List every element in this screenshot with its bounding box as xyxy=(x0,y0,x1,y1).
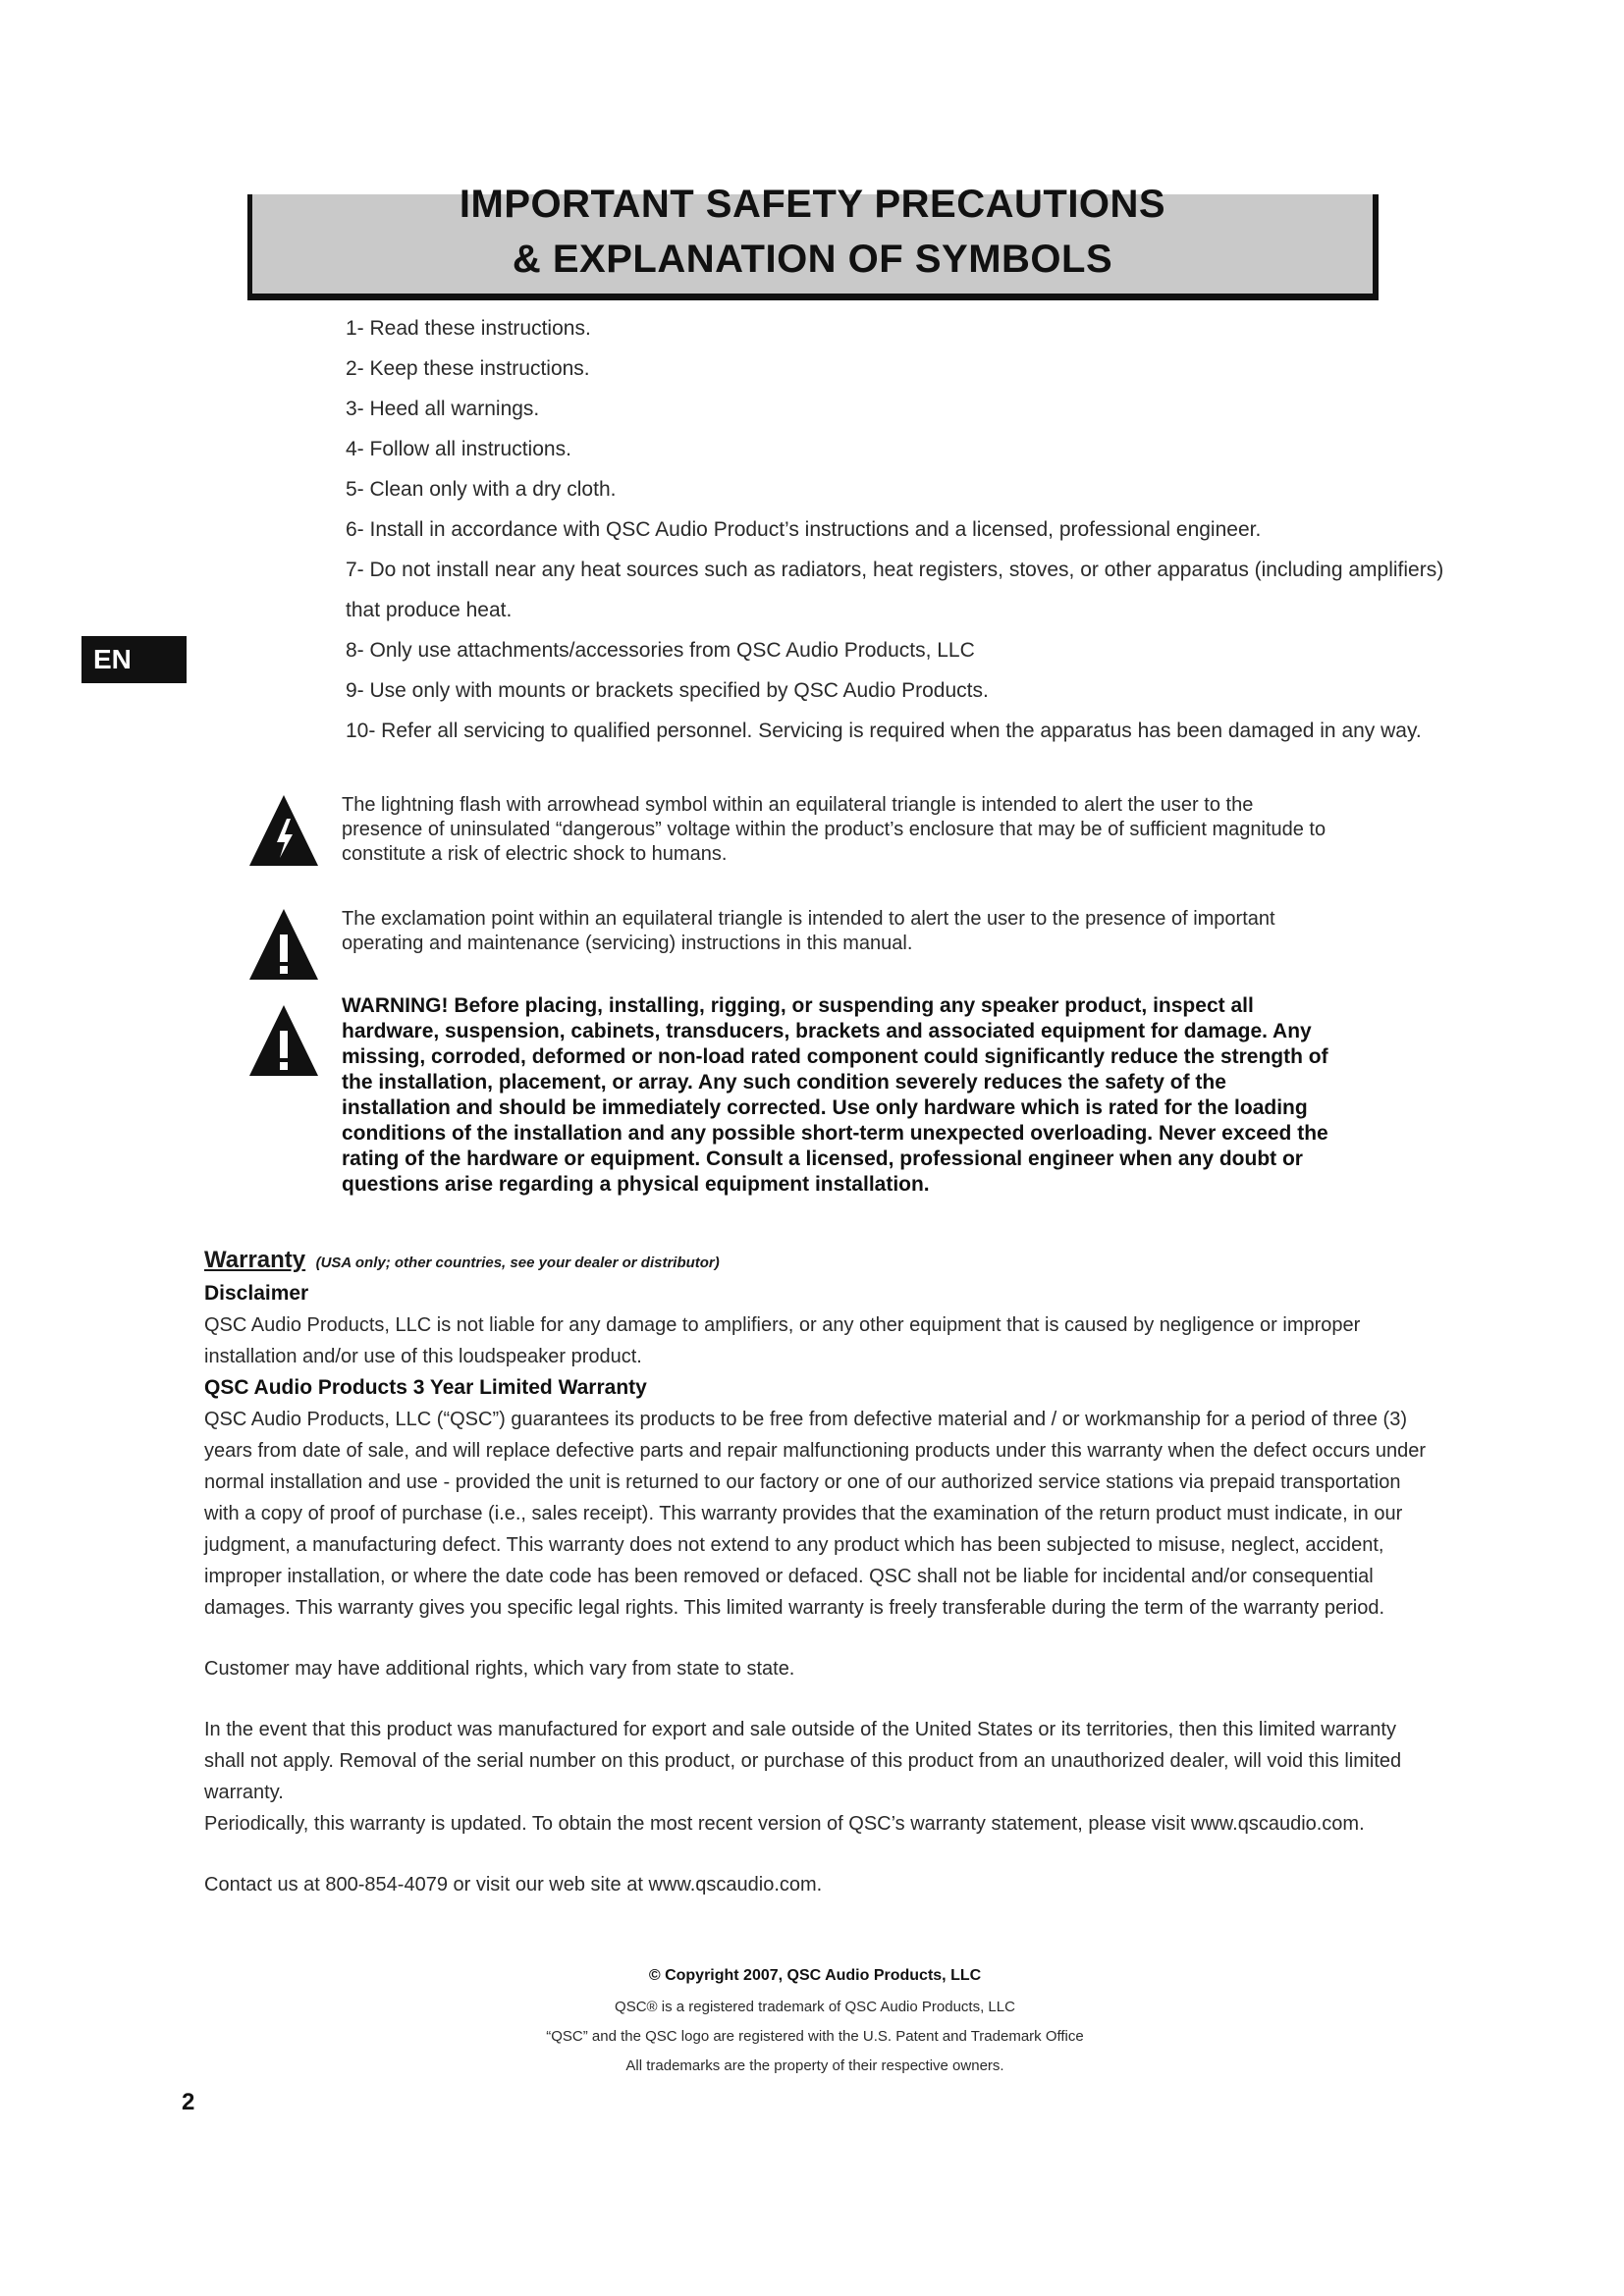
instruction-item: 4- Follow all instructions. xyxy=(346,438,571,460)
instruction-item-continued: that produce heat. xyxy=(346,599,513,621)
instruction-item: 8- Only use attachments/accessories from QSC Audio Products, LLC xyxy=(346,639,975,662)
trademark-line: QSC® is a registered trademark of QSC Audio Products, LLC xyxy=(615,1999,1015,2015)
exclamation-warning-icon xyxy=(247,1003,320,1078)
exclamation-symbol-text: The exclamation point within an equilateral triangle is intended to alert the user to the presence of important operating and maintenance (servicing) instructions in this manual. xyxy=(342,908,1275,954)
page-title-line-2: & EXPLANATION OF SYMBOLS xyxy=(512,238,1113,281)
limited-warranty-text: QSC Audio Products, LLC (“QSC”) guarantees its products to be free from defective material and / or workmanship for a period of three (3) years from date of sale, and will replace defective parts and repair malfunctioning products under this warranty when the defect occurs under normal installation and use - provided the unit is returned to our factory or one of our authorized service stations via prepaid transportation with a copy of proof of purchase (i.e., sales receipt). This warranty provides that the examination of the return product must indicate, in our judgment, a manufacturing defect. This warranty does not extend to any product which has been subjected to misuse, neglect, accident, improper installation, or where the date code has been removed or defaced. QSC shall not be liable for incidental and/or consequential damages. This warranty gives you specific legal rights. This limited warranty is freely transferable during the term of the warranty period. xyxy=(204,1409,1426,1619)
disclaimer-title: Disclaimer xyxy=(204,1282,309,1305)
safety-instructions-list xyxy=(346,308,1455,751)
trademark-line: “QSC” and the QSC logo are registered with the U.S. Patent and Trademark Office xyxy=(546,2028,1084,2045)
lightning-symbol-text: The lightning flash with arrowhead symbol within an equilateral triangle is intended to alert the user to the presence of uninsulated “dangerous” voltage within the product’s enclosure that may be of sufficient magnitude to constitute a risk of electric shock to humans. xyxy=(342,794,1326,865)
disclaimer-text: QSC Audio Products, LLC is not liable for any damage to amplifiers, or any other equipment that is caused by negligence or improper installation and/or use of this loudspeaker product. xyxy=(204,1314,1361,1367)
exclamation-symbol-row xyxy=(247,907,1377,982)
copyright-line: © Copyright 2007, QSC Audio Products, LLC xyxy=(648,1967,982,1984)
warranty-section xyxy=(204,1247,1432,1900)
warning-symbol-row xyxy=(247,993,1377,1200)
periodic-update-text: Periodically, this warranty is updated. To obtain the most recent version of QSC’s warranty statement, please visit www.qscaudio.com. xyxy=(204,1813,1365,1835)
instruction-item: 3- Heed all warnings. xyxy=(346,398,540,420)
instruction-item: 9- Use only with mounts or brackets specified by QSC Audio Products. xyxy=(346,679,989,702)
copyright-footer xyxy=(196,1959,1434,2081)
warranty-note: (USA only; other countries, see your dealer or distributor) xyxy=(315,1255,720,1271)
instruction-item: 1- Read these instructions. xyxy=(346,317,591,340)
instruction-item: 5- Clean only with a dry cloth. xyxy=(346,478,617,501)
page-number: 2 xyxy=(182,2089,195,2115)
page-title-line-1: IMPORTANT SAFETY PRECAUTIONS xyxy=(459,183,1166,226)
page-title-box xyxy=(247,183,1379,300)
instruction-item: 7- Do not install near any heat sources such as radiators, heat registers, stoves, or other apparatus (including amplifiers) xyxy=(346,559,1444,581)
state-rights-text: Customer may have additional rights, which vary from state to state. xyxy=(204,1658,795,1680)
language-tab: EN xyxy=(81,636,187,683)
lightning-symbol-row xyxy=(247,793,1377,881)
limited-warranty-title: QSC Audio Products 3 Year Limited Warranty xyxy=(204,1376,647,1399)
exclamation-warning-icon xyxy=(247,907,320,982)
contact-text: Contact us at 800-854-4079 or visit our web site at www.qscaudio.com. xyxy=(204,1874,823,1896)
lightning-warning-icon xyxy=(247,793,320,868)
instruction-item: 10- Refer all servicing to qualified personnel. Servicing is required when the apparatus has been damaged in any way. xyxy=(346,720,1422,742)
instruction-item: 6- Install in accordance with QSC Audio Product’s instructions and a licensed, professional engineer. xyxy=(346,518,1262,541)
export-text: In the event that this product was manufactured for export and sale outside of the United States or its territories, then this limited warranty shall not apply. Removal of the serial number on this product, or purchase of this product from an unauthorized dealer, will void this limited warranty. xyxy=(204,1719,1402,1803)
warranty-heading: Warranty xyxy=(204,1247,306,1273)
warning-text: WARNING! Before placing, installing, rigging, or suspending any speaker product, inspect all hardware, suspension, cabinets, transducers, brackets and associated equipment for damage. Any missing, corroded, deformed or non-load rated component could significantly reduce the strength of the installation, placement, or array. Any such condition severely reduces the safety of the installation and should be immediately corrected. Use only hardware which is rated for the loading conditions of the installation and any possible short-term unexpected overloading. Never exceed the rating of the hardware or equipment. Consult a licensed, professional engineer when any doubt or questions arise regarding a physical equipment installation. xyxy=(342,994,1328,1196)
trademark-line: All trademarks are the property of their respective owners. xyxy=(625,2057,1004,2074)
instruction-item: 2- Keep these instructions. xyxy=(346,357,590,380)
